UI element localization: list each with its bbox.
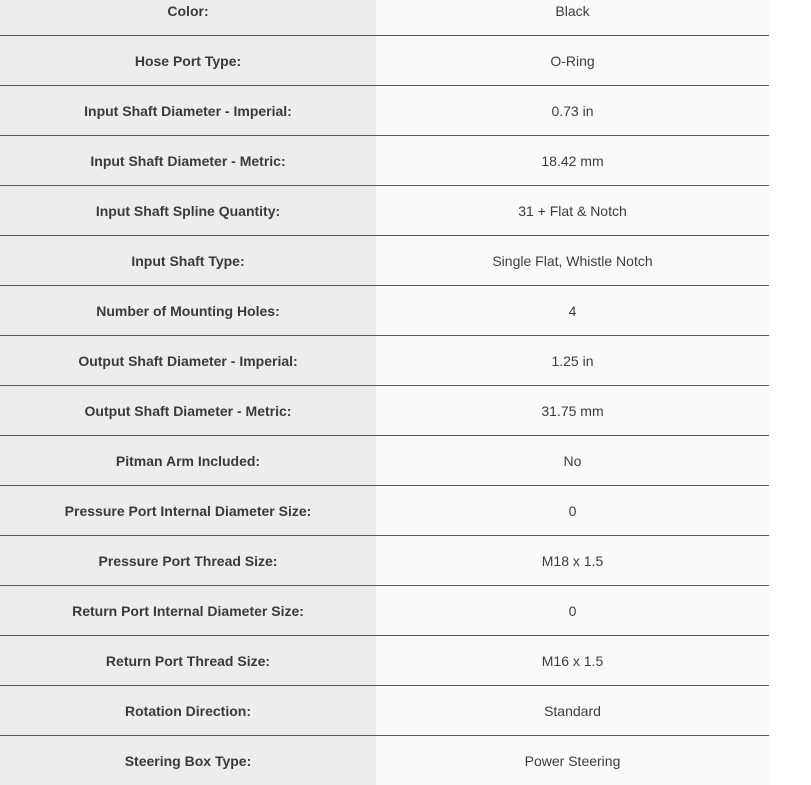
- spec-row-rotation-direction: [0, 686, 769, 736]
- spec-value: 31.75 mm: [376, 386, 769, 435]
- spec-label: Input Shaft Type:: [0, 236, 376, 285]
- spec-row-color: [0, 0, 769, 36]
- spec-value: 18.42 mm: [376, 136, 769, 185]
- spec-label: Input Shaft Diameter - Metric:: [0, 136, 376, 185]
- spec-row-number-of-mounting-holes: [0, 286, 769, 336]
- spec-label: Color:: [0, 0, 376, 35]
- spec-row-output-shaft-diameter-imperial: [0, 336, 769, 386]
- spec-row-pressure-port-thread-size: [0, 536, 769, 586]
- spec-label: Pressure Port Internal Diameter Size:: [0, 486, 376, 535]
- spec-value: 4: [376, 286, 769, 335]
- spec-row-steering-box-type: [0, 736, 769, 785]
- spec-value: Single Flat, Whistle Notch: [376, 236, 769, 285]
- spec-value: 31 + Flat & Notch: [376, 186, 769, 235]
- spec-label: Number of Mounting Holes:: [0, 286, 376, 335]
- spec-value: 1.25 in: [376, 336, 769, 385]
- spec-row-pressure-port-internal-diameter-size: [0, 486, 769, 536]
- spec-label: Pitman Arm Included:: [0, 436, 376, 485]
- spec-label: Hose Port Type:: [0, 36, 376, 85]
- spec-label: Output Shaft Diameter - Imperial:: [0, 336, 376, 385]
- spec-value: Black: [376, 0, 769, 35]
- spec-value: O-Ring: [376, 36, 769, 85]
- spec-row-return-port-internal-diameter-size: [0, 586, 769, 636]
- spec-value: Power Steering: [376, 736, 769, 785]
- spec-value: 0.73 in: [376, 86, 769, 135]
- spec-value: M16 x 1.5: [376, 636, 769, 685]
- spec-row-output-shaft-diameter-metric: [0, 386, 769, 436]
- spec-label: Input Shaft Diameter - Imperial:: [0, 86, 376, 135]
- spec-value: 0: [376, 486, 769, 535]
- spec-value: M18 x 1.5: [376, 536, 769, 585]
- spec-value: No: [376, 436, 769, 485]
- spec-value: 0: [376, 586, 769, 635]
- spec-label: Steering Box Type:: [0, 736, 376, 785]
- spec-row-return-port-thread-size: [0, 636, 769, 686]
- spec-label: Return Port Internal Diameter Size:: [0, 586, 376, 635]
- spec-row-input-shaft-diameter-imperial: [0, 86, 769, 136]
- spec-label: Output Shaft Diameter - Metric:: [0, 386, 376, 435]
- spec-row-input-shaft-diameter-metric: [0, 136, 769, 186]
- spec-label: Pressure Port Thread Size:: [0, 536, 376, 585]
- spec-label: Return Port Thread Size:: [0, 636, 376, 685]
- spec-label: Input Shaft Spline Quantity:: [0, 186, 376, 235]
- spec-label: Rotation Direction:: [0, 686, 376, 735]
- spec-row-pitman-arm-included: [0, 436, 769, 486]
- spec-row-input-shaft-spline-quantity: [0, 186, 769, 236]
- spec-row-input-shaft-type: [0, 236, 769, 286]
- spec-row-hose-port-type: [0, 36, 769, 86]
- spec-value: Standard: [376, 686, 769, 735]
